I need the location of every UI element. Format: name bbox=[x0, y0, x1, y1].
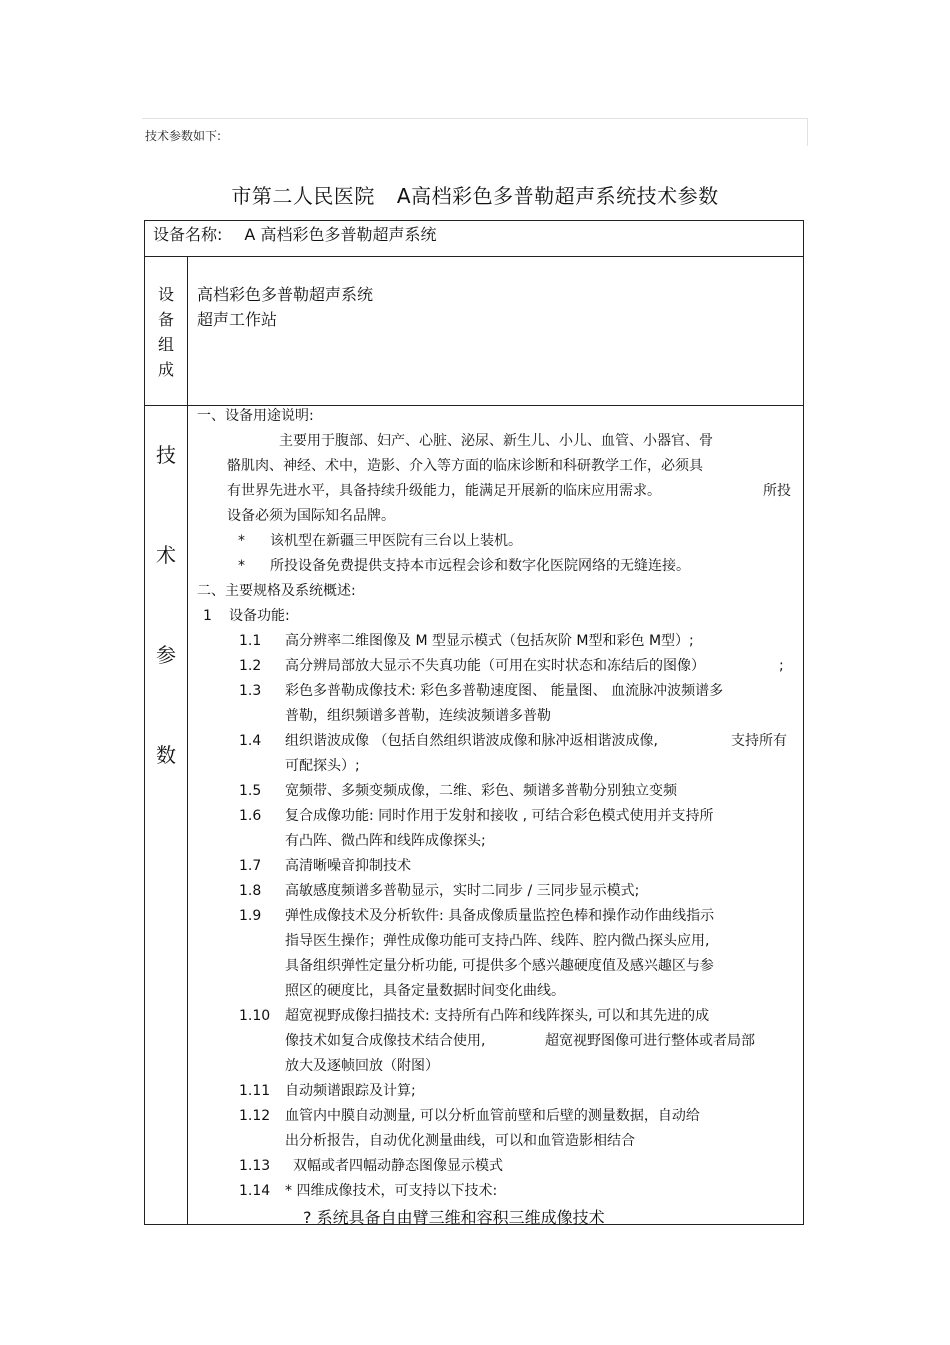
item-line: 组织谐波成像 （包括自然组织谐波成像和脉冲返相谐波成像, bbox=[285, 733, 658, 749]
paragraph-line: 有世界先进水平，具备持续升级能力，能满足开展新的临床应用需求。 bbox=[227, 483, 661, 499]
column-divider bbox=[187, 257, 188, 1224]
paragraph-line: 主要用于腹部、妇产、心脏、泌尿、新生儿、小儿、血管、小器官、骨 bbox=[279, 433, 713, 449]
paragraph-line: 设备必须为国际知名品牌。 bbox=[227, 508, 395, 524]
item-number: 1.2 bbox=[239, 658, 262, 674]
item-line: 高分辨局部放大显示不失真功能（可用在实时状态和冻结后的图像） bbox=[285, 658, 705, 674]
composition-item: 超声工作站 bbox=[197, 310, 278, 329]
item-line: 宽频带、多频变频成像，二维、彩色、频谱多普勒分别独立变频 bbox=[285, 783, 677, 799]
item-line: 双幅或者四幅动静态图像显示模式 bbox=[293, 1158, 503, 1174]
title-subject: A高档彩色多普勒超声系统技术参数 bbox=[396, 184, 719, 208]
tech-label-char: 技 bbox=[156, 443, 176, 467]
item-line: 高分辨率二维图像及 M 型显示模式（包括灰阶 M型和彩色 M型）; bbox=[285, 633, 694, 649]
item-number: 1.4 bbox=[239, 733, 262, 749]
item-line: 超宽视野成像扫描技术: 支持所有凸阵和线阵探头, 可以和其先进的成 bbox=[285, 1008, 710, 1024]
section-heading: 一、设备用途说明: bbox=[197, 408, 314, 424]
item-line: 超宽视野图像可进行整体或者局部 bbox=[545, 1033, 755, 1049]
item-number: 1.8 bbox=[239, 883, 262, 899]
item-number: 1.11 bbox=[239, 1083, 271, 1099]
item-line: 自动频谱跟踪及计算; bbox=[285, 1083, 416, 1099]
subsection-number: 1 bbox=[203, 608, 212, 624]
item-line: 像技术如复合成像技术结合使用, bbox=[285, 1033, 486, 1049]
device-name-value: A 高档彩色多普勒超声系统 bbox=[244, 225, 437, 244]
row-divider bbox=[145, 256, 803, 257]
paragraph-line: 骼肌肉、神经、术中，造影、介入等方面的临床诊断和科研教学工作，必须具 bbox=[227, 458, 703, 474]
item-number: 1.13 bbox=[239, 1158, 271, 1174]
item-line: 高清晰噪音抑制技术 bbox=[285, 858, 411, 874]
item-line: 普勒，组织频谱多普勒，连续波频谱多普勒 bbox=[285, 708, 551, 724]
spec-table bbox=[144, 220, 804, 1225]
item-line: 支持所有 bbox=[731, 733, 787, 749]
tech-label-char: 参 bbox=[156, 643, 176, 667]
device-name-label: 设备名称: bbox=[153, 225, 223, 244]
item-line: 彩色多普勒成像技术: 彩色多普勒速度图、 能量图、 血流脉冲波频谱多 bbox=[285, 683, 724, 699]
item-line: 有凸阵、微凸阵和线阵成像探头; bbox=[285, 833, 486, 849]
intro-text: 技术参数如下: bbox=[145, 129, 222, 143]
item-number: 1.14 bbox=[239, 1183, 271, 1199]
tech-label-char: 术 bbox=[156, 543, 176, 567]
item-subline: ? 系统具备自由臂三维和容积三维成像技术 bbox=[303, 1208, 605, 1227]
item-line: 指导医生操作；弹性成像功能可支持凸阵、线阵、腔内微凸探头应用, bbox=[285, 933, 710, 949]
item-number: 1.9 bbox=[239, 908, 262, 924]
item-number: 1.10 bbox=[239, 1008, 271, 1024]
item-line: 弹性成像技术及分析软件: 具备成像质量监控色棒和操作动作曲线指示 bbox=[285, 908, 715, 924]
item-line: 出分析报告，自动优化测量曲线，可以和血管造影相结合 bbox=[285, 1133, 635, 1149]
header-frame bbox=[142, 118, 808, 146]
item-line: ; bbox=[779, 658, 784, 674]
bullet-text: 该机型在新疆三甲医院有三台以上装机。 bbox=[270, 533, 522, 549]
item-line: 复合成像功能: 同时作用于发射和接收 , 可结合彩色模式使用并支持所 bbox=[285, 808, 714, 824]
title-hospital: 市第二人民医院 bbox=[231, 184, 375, 208]
item-number: 1.1 bbox=[239, 633, 262, 649]
bullet-mark: * bbox=[238, 533, 245, 549]
item-line: 血管内中膜自动测量, 可以分析血管前壁和后壁的测量数据，自动给 bbox=[285, 1108, 700, 1124]
item-line: * 四维成像技术，可支持以下技术: bbox=[285, 1183, 498, 1199]
composition-item: 高档彩色多普勒超声系统 bbox=[197, 285, 374, 304]
composition-label: 设 备 组 成 bbox=[157, 285, 174, 379]
subsection-title: 设备功能: bbox=[229, 608, 290, 624]
item-line: 放大及逐帧回放（附图） bbox=[285, 1058, 439, 1074]
bullet-text: 所投设备免费提供支持本市远程会诊和数字化医院网络的无缝连接。 bbox=[270, 558, 690, 574]
paragraph-line: 所投 bbox=[763, 483, 791, 499]
item-line: 具备组织弹性定量分析功能, 可提供多个感兴趣硬度值及感兴趣区与参 bbox=[285, 958, 714, 974]
device-name-row bbox=[153, 222, 436, 245]
item-line: 可配探头）; bbox=[285, 758, 360, 774]
document-title bbox=[0, 180, 950, 209]
bullet-mark: * bbox=[238, 558, 245, 574]
row-divider bbox=[145, 405, 803, 406]
composition-items bbox=[197, 282, 373, 332]
item-line: 高敏感度频谱多普勒显示，实时二同步 / 三同步显示模式; bbox=[285, 883, 640, 899]
item-number: 1.12 bbox=[239, 1108, 271, 1124]
item-number: 1.5 bbox=[239, 783, 262, 799]
section-heading: 二、主要规格及系统概述: bbox=[197, 583, 356, 599]
item-number: 1.7 bbox=[239, 858, 262, 874]
item-number: 1.6 bbox=[239, 808, 262, 824]
tech-label-char: 数 bbox=[156, 743, 176, 767]
item-line: 照区的硬度比，具备定量数据时间变化曲线。 bbox=[285, 983, 565, 999]
item-number: 1.3 bbox=[239, 683, 262, 699]
